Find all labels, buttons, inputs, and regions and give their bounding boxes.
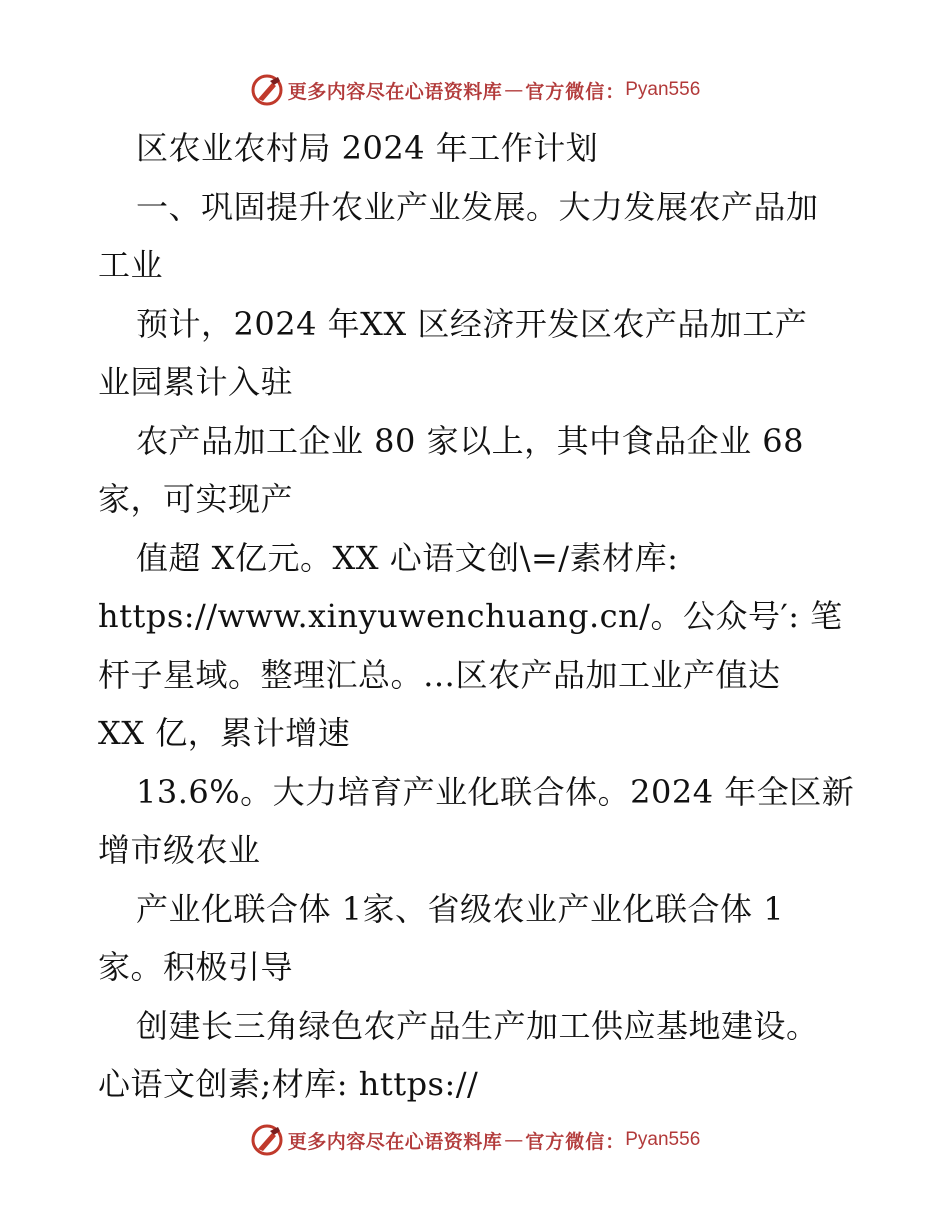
header-wechat-id: Pyan556 bbox=[625, 79, 701, 100]
document-title: 区农业农村局 2024 年工作计划 bbox=[136, 129, 599, 167]
footer-banner-separator: — bbox=[504, 1129, 524, 1151]
paragraph-line: 工业 bbox=[98, 246, 164, 284]
paragraph-line: 预计，2024 年XX 区经济开发区农产品加工产 bbox=[136, 304, 808, 343]
paragraph-line: 家。积极引导 bbox=[98, 948, 294, 986]
footer-banner-text: 更多内容尽在心语资料库 bbox=[287, 1130, 503, 1153]
paragraph-line: 产业化联合体 1家、省级农业产业化联合体 1 bbox=[136, 889, 785, 928]
paragraph-line: 心语文创素;材库: https:// bbox=[98, 1065, 479, 1103]
header-wechat-label: 官方微信： bbox=[525, 80, 626, 103]
document-body bbox=[98, 119, 858, 1114]
pen-logo-icon bbox=[250, 1123, 284, 1157]
paragraph-line: 一、巩固提升农业产业发展。大力发展农产品加 bbox=[136, 187, 819, 226]
paragraph-line: 家，可实现产 bbox=[98, 480, 294, 518]
paragraph-line: 农产品加工企业 80 家以上，其中食品企业 68 bbox=[136, 421, 804, 460]
footer-wechat-id: Pyan556 bbox=[625, 1129, 701, 1150]
header-banner-text: 更多内容尽在心语资料库 bbox=[287, 80, 503, 103]
pen-logo-icon bbox=[250, 73, 284, 107]
footer-banner bbox=[0, 1120, 950, 1160]
paragraph-line: XX 亿，累计增速 bbox=[98, 714, 351, 752]
paragraph-line: 值超 X亿元。XX 心语文创\=/素材库: bbox=[136, 538, 679, 577]
paragraph-line: 杆子星域。整理汇总。…区农产品加工业产值达 bbox=[98, 655, 781, 694]
paragraph-line: 13.6%。大力培育产业化联合体。2024 年全区新 bbox=[136, 772, 855, 811]
paragraph-line: 业园累计入驻 bbox=[98, 363, 294, 401]
footer-wechat-label: 官方微信： bbox=[525, 1130, 626, 1153]
header-banner bbox=[0, 70, 950, 110]
paragraph-line: https://www.xinyuwenchuang.cn/。公众号′: 笔 bbox=[98, 597, 843, 635]
paragraph-line: 创建长三角绿色农产品生产加工供应基地建设。 bbox=[136, 1006, 819, 1045]
header-banner-separator: — bbox=[504, 79, 524, 101]
paragraph-line: 增市级农业 bbox=[98, 831, 261, 869]
